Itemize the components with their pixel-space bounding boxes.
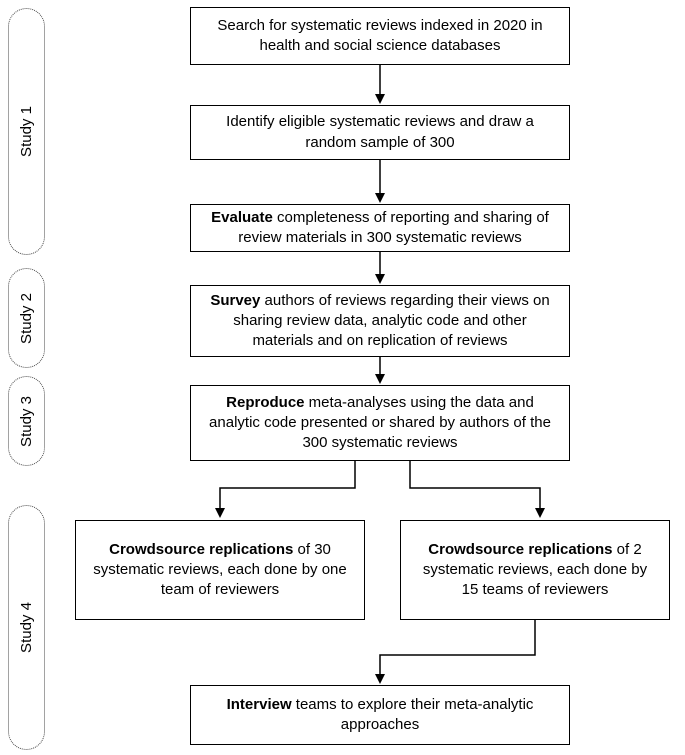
- arrowhead-icon: [375, 374, 385, 384]
- arrowhead-icon: [215, 508, 225, 518]
- box-lead-text: Reproduce: [226, 393, 305, 411]
- box-survey-text: [203, 291, 557, 352]
- box-lead-text: Evaluate: [211, 208, 273, 226]
- box-search-reviews: [190, 7, 570, 65]
- study-2-group: [8, 268, 45, 368]
- box-survey-authors: [190, 285, 570, 357]
- arrowhead-icon: [375, 94, 385, 104]
- box-interview-teams: [190, 685, 570, 745]
- box-lead-text: Crowdsource replications: [428, 540, 613, 558]
- study-3-group: [8, 376, 45, 466]
- study-1-label: Study 1: [18, 106, 35, 157]
- box-body-text: of 30 systematic reviews, each done by one team of reviewers: [93, 540, 347, 599]
- arrowhead-icon: [375, 674, 385, 684]
- box-body-text: Identify eligible systematic reviews and draw a random sample of 300: [226, 113, 534, 151]
- study-1-group: [8, 8, 45, 255]
- arrow-reproduce-to-crowd-right: [410, 461, 540, 510]
- box-identify-text: [203, 112, 557, 153]
- study-2-label: Study 2: [18, 292, 35, 344]
- box-lead-text: Interview: [226, 695, 292, 713]
- arrowhead-icon: [375, 193, 385, 203]
- box-interview-text: [203, 695, 557, 736]
- box-reproduce-text: [203, 393, 557, 454]
- box-identify-sample: [190, 105, 570, 160]
- study-3-label: Study 3: [18, 395, 35, 447]
- box-body-text: authors of reviews regarding their views on sharing review data, analytic code and other materials and on replication of reviews: [233, 291, 550, 350]
- study-4-label: Study 4: [18, 602, 35, 653]
- box-body-text: of 2 systematic reviews, each done by 15 teams of reviewers: [422, 540, 648, 599]
- box-body-text: completeness of reporting and sharing of review materials in 300 systematic reviews: [238, 208, 549, 246]
- box-reproduce-meta-analyses: [190, 385, 570, 461]
- study-4-group: [8, 505, 45, 750]
- arrow-reproduce-to-crowd-left: [220, 461, 355, 510]
- box-body-text: teams to explore their meta-analytic approaches: [291, 695, 534, 733]
- arrowhead-icon: [535, 508, 545, 518]
- box-crowd-right-text: [413, 540, 657, 601]
- arrowhead-icon: [375, 274, 385, 284]
- box-crowdsource-30-reviews: [75, 520, 365, 620]
- box-crowdsource-2-reviews: [400, 520, 670, 620]
- box-body-text: Search for systematic reviews indexed in 2020 in health and social science databases: [217, 16, 543, 54]
- box-evaluate-text: [203, 208, 557, 249]
- box-crowd-left-text: [88, 540, 352, 601]
- box-search-text: [203, 16, 557, 57]
- box-lead-text: Crowdsource replications: [109, 540, 294, 558]
- box-evaluate-reporting: [190, 204, 570, 252]
- box-body-text: meta-analyses using the data and analytic code presented or shared by authors of the 300 systematic reviews: [209, 393, 551, 452]
- box-lead-text: Survey: [210, 291, 261, 309]
- arrow-crowd-right-to-interview: [380, 620, 535, 676]
